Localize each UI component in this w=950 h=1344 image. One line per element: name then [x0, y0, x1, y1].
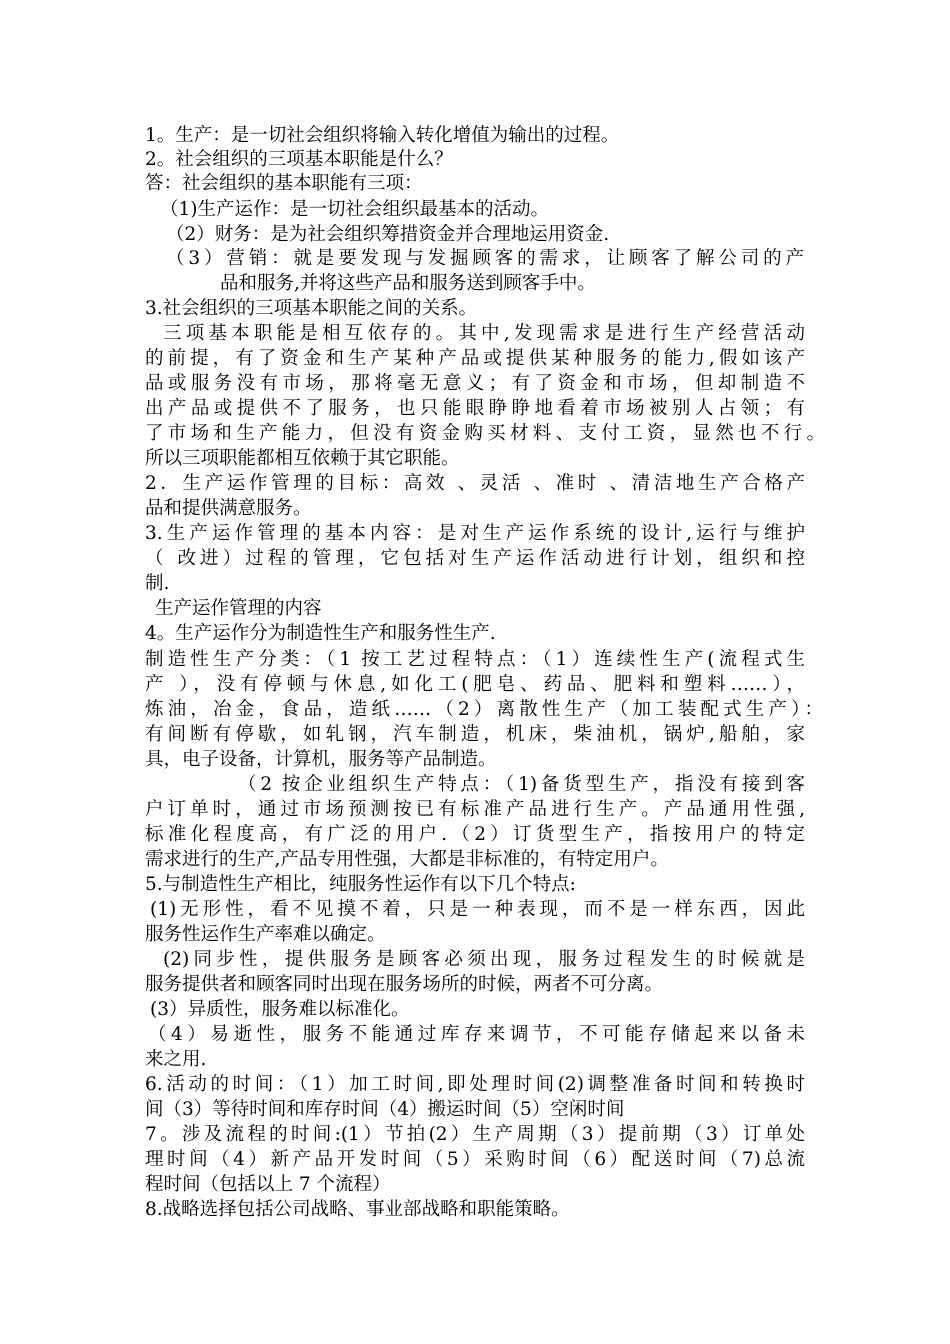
text-line: （3）营销：就是要发现与发掘顾客的需求，让顾客了解公司的产	[166, 248, 804, 269]
text-line: 的前提，有了资金和生产某种产品或提供某种服务的能力,假如该产	[145, 348, 805, 369]
text-line: 答：社会组织的基本职能有三项：	[145, 173, 423, 194]
text-line: 5.与制造性生产相比，纯服务性运作有以下几个特点:	[145, 874, 576, 895]
text-line: 3.生产运作管理的基本内容：是对生产运作系统的设计,运行与维护	[145, 523, 805, 544]
text-line: 理时间（4）新产品开发时间（5）采购时间（6）配送时间（7)总流	[145, 1149, 805, 1170]
text-line: 来之用.	[145, 1049, 207, 1070]
text-line: （1)生产运作：是一切社会组织最基本的活动。	[160, 199, 549, 220]
text-line: 所以三项职能都相互依赖于其它职能。	[145, 448, 460, 469]
text-line: 间（3）等待时间和库存时间（4）搬运时间（5）空闲时间	[145, 1099, 625, 1120]
text-line: 三项基本职能是相互依存的。其中,发现需求是进行生产经营活动	[163, 323, 805, 344]
text-line: 有间断有停歇，如轧钢，汽车制造，机床，柴油机，锅炉,船舶，家	[145, 724, 805, 745]
text-line: 制造性生产分类：（1 按工艺过程特点：（1）连续性生产(流程式生	[145, 649, 805, 670]
text-line: （ 改进）过程的管理，它包括对生产运作活动进行计划，组织和控	[145, 548, 805, 569]
text-line: 需求进行的生产,产品专用性强，大都是非标准的，有特定用户。	[145, 849, 669, 870]
text-line: 服务提供者和顾客同时出现在服务场所的时候，两者不可分离。	[145, 974, 664, 995]
text-line: 1。生产：是一切社会组织将输入转化增值为输出的过程。	[145, 125, 620, 146]
text-line: （2）财务：是为社会组织筹措资金并合理地运用资金.	[166, 224, 610, 245]
text-line: 标准化程度高，有广泛的用户.（2）订货型生产，指按用户的特定	[145, 824, 805, 845]
text-line: 品或服务没有市场，那将毫无意义；有了资金和市场，但却制造不	[145, 373, 805, 394]
text-line: 8.战略选择包括公司战略、事业部战略和职能策略。	[145, 1199, 570, 1220]
text-line: 产 ），没有停顿与休息,如化工(肥皂、药品、肥料和塑料……），	[145, 674, 805, 695]
text-line: 制.	[145, 573, 170, 594]
text-line: 品和服务,并将这些产品和服务送到顾客手中。	[220, 273, 596, 294]
text-line: 炼油，冶金，食品，造纸……（2）离散性生产（加工装配式生产）：	[145, 699, 823, 720]
text-line: 3.社会组织的三项基本职能之间的关系。	[145, 298, 478, 319]
text-line: 2。社会组织的三项基本职能是什么？	[145, 149, 453, 170]
text-line: 具，电子设备，计算机，服务等产品制造。	[145, 749, 497, 770]
text-line: 服务性运作生产率难以确定。	[145, 924, 386, 945]
text-line: 出产品或提供不了服务，也只能眼睁睁地看着市场被别人占领；有	[145, 398, 805, 419]
text-line: (1)无形性，看不见摸不着，只是一种表现，而不是一样东西，因此	[150, 899, 805, 920]
text-line: (2)同步性，提供服务是顾客必须出现，服务过程发生的时候就是	[163, 949, 805, 970]
text-line: （2 按企业组织生产特点：（1)备货型生产，指没有接到客	[238, 774, 805, 795]
text-line: 生产运作管理的内容	[155, 598, 322, 619]
text-line: 了市场和生产能力，但没有资金购买材料、支付工资，显然也不行。	[145, 423, 825, 444]
text-line: 2．生产运作管理的目标：高效 、灵活 、准时 、清洁地生产合格产	[145, 473, 805, 494]
text-line: 7。涉及流程的时间:(1）节拍(2）生产周期（3）提前期（3）订单处	[145, 1124, 805, 1145]
text-line: 6.活动的时间：（1）加工时间,即处理时间(2)调整准备时间和转换时	[145, 1074, 805, 1095]
text-line: 程时间（包括以上 7 个流程）	[145, 1174, 391, 1195]
text-line: 户订单时，通过市场预测按已有标准产品进行生产。产品通用性强,	[145, 799, 805, 820]
text-line: （4）易逝性，服务不能通过库存来调节，不可能存储起来以备未	[148, 1024, 805, 1045]
text-line: 品和提供满意服务。	[145, 498, 312, 519]
text-line: 4。生产运作分为制造性生产和服务性生产.	[145, 623, 496, 644]
text-line: (3）异质性，服务难以标准化。	[150, 999, 410, 1020]
